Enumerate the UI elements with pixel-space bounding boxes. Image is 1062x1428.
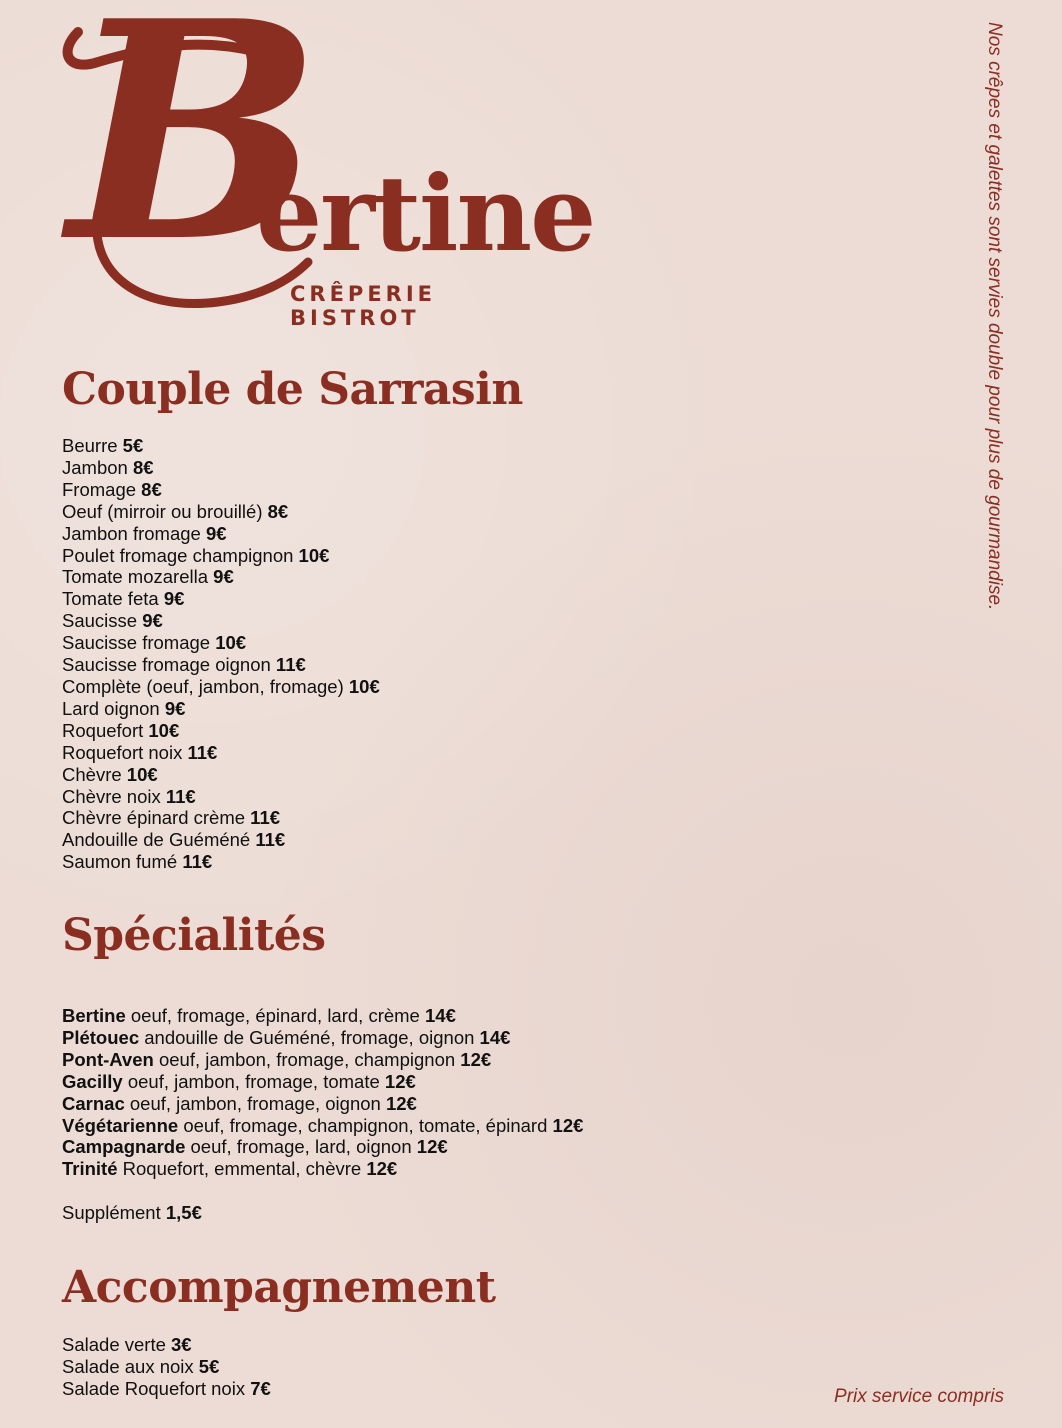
list-item bbox=[62, 1334, 271, 1356]
item-price: 10€ bbox=[148, 719, 180, 741]
item-name: Tomate feta bbox=[62, 588, 159, 610]
item-name: Salade aux noix bbox=[62, 1355, 194, 1377]
logo-name: ertine bbox=[256, 152, 595, 275]
item-name: Oeuf (mirroir ou brouillé) bbox=[62, 500, 263, 522]
item-name: Andouille de Guéméné bbox=[62, 829, 251, 851]
item-price: 7€ bbox=[250, 1377, 271, 1399]
item-price: 12€ bbox=[460, 1048, 492, 1070]
supplement-line bbox=[62, 1202, 202, 1224]
item-desc: oeuf, fromage, épinard, lard, crème bbox=[130, 1005, 420, 1026]
list-item bbox=[62, 1027, 583, 1049]
brand-logo bbox=[58, 0, 595, 330]
list-item bbox=[62, 1071, 583, 1093]
list-item bbox=[62, 457, 380, 479]
item-name: Salade Roquefort noix bbox=[62, 1377, 246, 1399]
item-name: Trinité bbox=[62, 1158, 118, 1180]
list-item bbox=[62, 764, 380, 786]
accompagnement-list bbox=[62, 1334, 271, 1400]
section-title-accompagnement: Accompagnement bbox=[62, 1262, 496, 1313]
list-item bbox=[62, 1378, 271, 1400]
list-item bbox=[62, 742, 380, 764]
item-price: 9€ bbox=[163, 588, 185, 610]
item-price: 3€ bbox=[171, 1334, 192, 1355]
item-name: Salade verte bbox=[62, 1334, 166, 1355]
item-price: 8€ bbox=[141, 478, 162, 500]
item-name: Chèvre noix bbox=[62, 785, 161, 807]
item-name: Saumon fumé bbox=[62, 851, 178, 873]
item-price: 11€ bbox=[275, 654, 306, 676]
item-name: Saucisse bbox=[62, 610, 138, 632]
item-price: 11€ bbox=[187, 741, 218, 763]
list-item bbox=[62, 1115, 583, 1137]
item-price: 10€ bbox=[126, 763, 158, 785]
supplement-price: 1,5€ bbox=[165, 1202, 202, 1223]
item-name: Complète (oeuf, jambon, fromage) bbox=[62, 675, 344, 697]
item-name: Tomate mozarella bbox=[62, 566, 209, 588]
item-price: 14€ bbox=[479, 1026, 511, 1048]
item-desc: oeuf, fromage, champignon, tomate, épinard bbox=[183, 1114, 548, 1136]
list-item bbox=[62, 479, 380, 501]
footer-note: Prix service compris bbox=[834, 1386, 1004, 1407]
item-name: Saucisse fromage bbox=[62, 632, 211, 654]
item-price: 12€ bbox=[385, 1092, 417, 1114]
list-item bbox=[62, 1049, 583, 1071]
item-price: 11€ bbox=[182, 851, 213, 873]
list-item bbox=[62, 720, 380, 742]
item-price: 9€ bbox=[205, 522, 227, 544]
item-name: Bertine bbox=[62, 1005, 126, 1026]
list-item bbox=[62, 1005, 583, 1027]
item-name: Gacilly bbox=[62, 1070, 123, 1092]
item-name: Pont-Aven bbox=[62, 1048, 154, 1070]
item-price: 9€ bbox=[164, 697, 186, 719]
item-name: Fromage bbox=[62, 478, 137, 500]
logo-tagline: CRÊPERIE BISTROT bbox=[290, 282, 436, 330]
item-name: Jambon fromage bbox=[62, 522, 201, 544]
item-price: 5€ bbox=[198, 1355, 220, 1377]
list-item bbox=[62, 545, 380, 567]
list-item bbox=[62, 566, 380, 588]
item-price: 11€ bbox=[255, 829, 286, 851]
item-price: 14€ bbox=[425, 1005, 456, 1026]
list-item bbox=[62, 676, 380, 698]
item-desc: andouille de Guéméné, fromage, oignon bbox=[144, 1026, 475, 1048]
list-item bbox=[62, 654, 380, 676]
list-item bbox=[62, 1356, 271, 1378]
sarrasin-list bbox=[62, 435, 380, 873]
item-price: 12€ bbox=[552, 1114, 584, 1136]
item-name: Poulet fromage champignon bbox=[62, 544, 294, 566]
item-price: 10€ bbox=[348, 675, 380, 697]
item-price: 12€ bbox=[384, 1070, 416, 1092]
list-item bbox=[62, 829, 380, 851]
section-title-specialites: Spécialités bbox=[62, 910, 326, 961]
item-name: Lard oignon bbox=[62, 697, 160, 719]
item-name: Saucisse fromage oignon bbox=[62, 654, 271, 676]
specialites-list bbox=[62, 1005, 583, 1180]
item-price: 10€ bbox=[298, 544, 330, 566]
list-item bbox=[62, 1202, 202, 1224]
item-name: Roquefort noix bbox=[62, 741, 183, 763]
list-item bbox=[62, 786, 380, 808]
item-name: Chèvre épinard crème bbox=[62, 807, 246, 829]
list-item bbox=[62, 698, 380, 720]
list-item bbox=[62, 632, 380, 654]
item-price: 5€ bbox=[122, 435, 144, 456]
item-name: Chèvre bbox=[62, 763, 122, 785]
supplement-label: Supplément bbox=[62, 1202, 161, 1223]
side-note: Nos crêpes et galettes sont servies double pour plus de gourmandise. bbox=[984, 22, 1005, 611]
item-desc: Roquefort, emmental, chèvre bbox=[122, 1158, 362, 1180]
item-name: Roquefort bbox=[62, 719, 144, 741]
item-price: 9€ bbox=[213, 566, 234, 588]
list-item bbox=[62, 610, 380, 632]
logo-initial: B bbox=[68, 0, 322, 308]
list-item bbox=[62, 1136, 583, 1158]
item-price: 9€ bbox=[142, 610, 163, 632]
list-item bbox=[62, 807, 380, 829]
list-item bbox=[62, 588, 380, 610]
list-item bbox=[62, 1093, 583, 1115]
section-title-sarrasin: Couple de Sarrasin bbox=[62, 364, 523, 415]
item-desc: oeuf, fromage, lard, oignon bbox=[190, 1136, 412, 1158]
item-name: Campagnarde bbox=[62, 1136, 186, 1158]
item-name: Plétouec bbox=[62, 1026, 140, 1048]
list-item bbox=[62, 523, 380, 545]
item-price: 11€ bbox=[250, 807, 281, 829]
item-desc: oeuf, jambon, fromage, tomate bbox=[127, 1070, 380, 1092]
list-item bbox=[62, 435, 380, 457]
item-desc: oeuf, jambon, fromage, oignon bbox=[129, 1092, 381, 1114]
item-name: Carnac bbox=[62, 1092, 125, 1114]
item-desc: oeuf, jambon, fromage, champignon bbox=[158, 1048, 456, 1070]
item-price: 8€ bbox=[132, 456, 154, 478]
item-name: Végétarienne bbox=[62, 1114, 179, 1136]
item-name: Beurre bbox=[62, 435, 118, 456]
item-price: 12€ bbox=[366, 1158, 398, 1180]
list-item bbox=[62, 1158, 583, 1180]
list-item bbox=[62, 851, 380, 873]
item-price: 12€ bbox=[416, 1136, 448, 1158]
item-price: 10€ bbox=[215, 632, 247, 654]
item-price: 8€ bbox=[267, 500, 289, 522]
item-price: 11€ bbox=[165, 785, 196, 807]
item-name: Jambon bbox=[62, 456, 128, 478]
list-item bbox=[62, 501, 380, 523]
